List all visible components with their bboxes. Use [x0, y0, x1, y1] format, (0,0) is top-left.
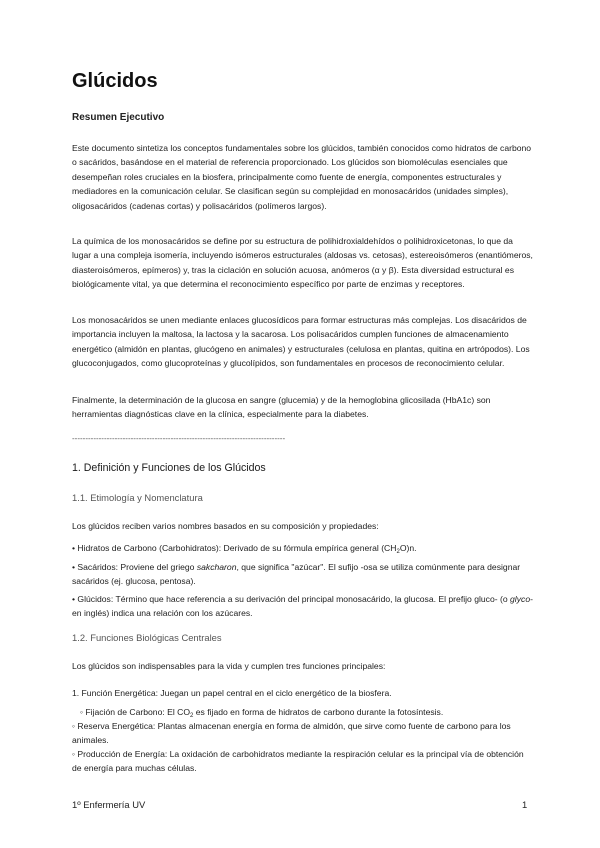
- bullet-glucidos-text: • Glúcidos: Término que hace referencia a su derivación del principal monosacárido, la glucosa. El prefijo gluco- (o: [72, 594, 511, 604]
- bullet-glucidos: [72, 592, 534, 621]
- footer-course: 1º Enfermería UV: [72, 799, 146, 810]
- bullet-sacaridos: [72, 560, 534, 589]
- bullet-hidratos: [72, 541, 534, 557]
- sub-fijacion-end: es fijado en forma de hidratos de carbono durante la fotosíntesis.: [193, 707, 444, 717]
- section-1-1-heading: 1.1. Etimología y Nomenclatura: [72, 492, 203, 503]
- summary-paragraph-3: Los monosacáridos se unen mediante enlaces glucosídicos para formar estructuras más complejas. Los disacáridos de importancia incluyen la maltosa, la lactosa y la sacarosa. Los polisacáridos cumplen funciones de almacenamiento energético (almidón en plantas, glucógeno en animales) y estructurales (celulosa en plantas, quitina en artrópodos). Los glucoconjugados, como glucoproteínas y glucolípidos, son fundamentales en procesos de reconocimiento celular.: [72, 315, 530, 369]
- bullet-sacaridos-end: , que significa "azúcar". El sufijo -osa se utiliza comúnmente para designar sacáridos (ej. glucosa, pentosa).: [72, 562, 521, 587]
- sub-fijacion-text: ◦ Fijación de Carbono: El CO: [80, 707, 191, 717]
- summary-paragraph-1: Este documento sintetiza los conceptos fundamentales sobre los glúcidos, también conocidos como hidratos de carbono o sacáridos, basándose en el material de referencia proporcionado. Los glúcidos son biomoléculas esenciales que desempeñan roles cruciales en la biosfera, principalmente como fuente de energía, componentes estructurales y mediadores en la comunicación celular. Se clasifican según su complejidad en monosacáridos (unidades simples), oligosacáridos (cadenas cortas) y polisacáridos (polímeros largos).: [72, 143, 532, 211]
- sub-reserva: ◦ Reserva Energética: Plantas almacenan energía en forma de almidón, que sirve como fuente de carbono para los animales.: [72, 721, 511, 746]
- english-term: glyco: [510, 594, 531, 604]
- bullet-sacaridos-text: • Sacáridos: Proviene del griego: [72, 562, 197, 572]
- function-energetica: 1. Función Energética: Juegan un papel central en el ciclo energético de la biosfera.: [72, 688, 392, 698]
- document-title: Glúcidos: [72, 70, 158, 92]
- summary-heading: Resumen Ejecutivo: [72, 112, 165, 123]
- sub-produccion: ◦ Producción de Energía: La oxidación de carbohidratos mediante la respiración celular es la principal vía de obtención de energía para muchas células.: [72, 749, 524, 774]
- section-1-1-intro: Los glúcidos reciben varios nombres basados en su composición y propiedades:: [72, 521, 379, 531]
- subscript: 2: [190, 713, 194, 719]
- bullet-hidratos-text: • Hidratos de Carbono (Carbohidratos): Derivado de su fórmula empírica general (CH: [72, 543, 397, 553]
- separator-line: --------------------------------------------------------------------------------: [72, 434, 286, 443]
- summary-paragraph-4: Finalmente, la determinación de la glucosa en sangre (glucemia) y de la hemoglobina glicosilada (HbA1c) son herramientas diagnósticas clave en la clínica, especialmente para la diabetes.: [72, 395, 491, 420]
- page-number: 1: [522, 799, 528, 810]
- bullet-glucidos-end: - en inglés) indica una relación con los azúcares.: [72, 594, 533, 619]
- bullet-hidratos-end: O)n.: [399, 543, 417, 553]
- section-1-heading: 1. Definición y Funciones de los Glúcidos: [72, 462, 266, 474]
- greek-term: sakcharon: [196, 562, 237, 572]
- section-1-2-heading: 1.2. Funciones Biológicas Centrales: [72, 632, 222, 643]
- summary-paragraph-2: La química de los monosacáridos se define por su estructura de polihidroxialdehídos o polihidroxicetonas, lo que da lugar a una compleja isomería, incluyendo isómeros estructurales (aldosas vs. cetosas), estereoisómeros (enantiómeros, diasteroisómeros, epímeros) y, tras la ciclación en solución acuosa, anómeros (α y β). Esta diversidad estructural es biológicamente vital, ya que determina el reconocimiento específico por parte de enzimas y receptores.: [72, 236, 533, 290]
- section-1-2-intro: Los glúcidos son indispensables para la vida y cumplen tres funciones principales:: [72, 661, 386, 671]
- subscript: 2: [396, 549, 400, 555]
